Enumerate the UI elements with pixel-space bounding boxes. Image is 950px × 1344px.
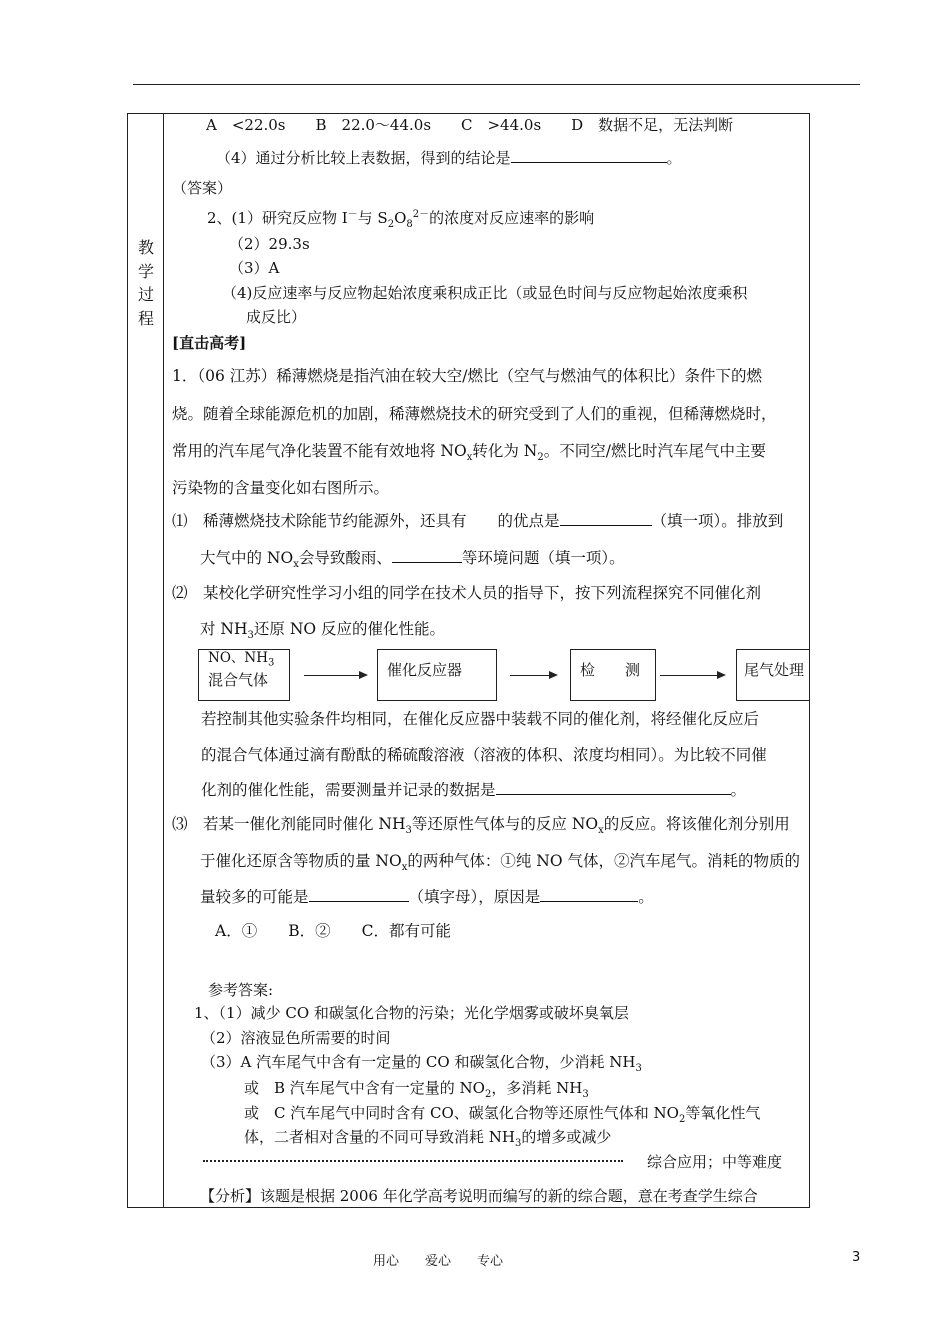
problem-line-4: 污染物的含量变化如右图所示。 bbox=[172, 479, 390, 497]
sub-question-1a: ⑴ 稀薄燃烧技术除能节约能源外，还具有 的优点是 （填一项）。排放到 bbox=[172, 512, 784, 530]
answer-choices: A．① B．② C．都有可能 bbox=[215, 922, 451, 940]
reference-1: 1、（1）减少 CO 和碳氢化合物的污染；光化学烟雾或破坏臭氧层 bbox=[194, 1004, 629, 1022]
flow-box-mixed-gas-line2: 混合气体 bbox=[208, 671, 269, 689]
flow-arrow-2 bbox=[510, 675, 556, 676]
dotted-leader bbox=[203, 1160, 623, 1162]
page-number: 3 bbox=[852, 1250, 861, 1265]
answer-heading: （答案） bbox=[172, 179, 233, 197]
control-line-3: 化剂的催化性能，需要测量并记录的数据是 。 bbox=[201, 781, 747, 799]
reference-5: 或 C 汽车尾气中同时含有 CO、碳氢化合物等还原性气体和 $NO_2$等氧化性气 bbox=[244, 1104, 761, 1125]
analysis-line: 【分析】该题是根据 2006 年化学高考说明而编写的新的综合题，意在考查学生综合 bbox=[200, 1187, 758, 1205]
blank bbox=[496, 780, 731, 795]
sub-question-2a: ⑵ 某校化学研究性学习小组的同学在技术人员的指导下，按下列流程探究不同催化剂 bbox=[172, 584, 762, 602]
sub-question-1b: 大气中的 $NO_x$会导致酸雨、 等环境问题（填一项）。 bbox=[200, 549, 625, 571]
blank bbox=[309, 887, 409, 902]
flow-box-exhaust-label: 尾气处理 bbox=[744, 661, 805, 679]
sub-question-3b: 于催化还原含等物质的量 $NO_x$的两种气体：①纯 NO 气体，②汽车尾气。消耗的物质的 bbox=[200, 852, 800, 874]
answer-2-2: （2）29.3s bbox=[229, 235, 310, 253]
section-heading: [直击高考] bbox=[172, 334, 247, 352]
difficulty-tag: 综合应用；中等难度 bbox=[647, 1153, 783, 1171]
sub-question-2b: 对 $NH_3$还原 NO 反应的催化性能。 bbox=[200, 620, 446, 642]
answer-2-4a: （4)反应速率与反应物起始浓度乘积成正比（或显色时间与反应物起始浓度乘积 bbox=[222, 284, 748, 302]
answer-2-1: 2、(1）研究反应物 I－与 $S_2O_8^{2-}$的浓度对反应速率的影响 bbox=[207, 209, 595, 230]
flow-arrow-3 bbox=[660, 675, 724, 676]
reference-3: （3）A 汽车尾气中含有一定量的 CO 和碳氢化合物，少消耗 $NH_3$ bbox=[201, 1053, 642, 1074]
header-rule bbox=[133, 84, 860, 85]
reference-4: 或 B 汽车尾气中含有一定量的 $NO_2$，多消耗 $NH_3$ bbox=[244, 1079, 589, 1100]
reference-6: 体，二者相对含量的不同可导致消耗 $NH_3$的增多或减少 bbox=[244, 1128, 612, 1149]
blank bbox=[392, 548, 462, 563]
flow-box-detect-label: 检 测 bbox=[580, 661, 641, 679]
question-4: （4）通过分析比较上表数据，得到的结论是 。 bbox=[216, 149, 682, 167]
control-line-2: 的混合气体通过滴有酚酞的稀硫酸溶液（溶液的体积、浓度均相同）。为比较不同催 bbox=[201, 746, 767, 764]
answer-2-4b: 成反比） bbox=[246, 308, 307, 326]
reference-heading: 参考答案: bbox=[208, 981, 274, 999]
blank bbox=[511, 148, 667, 163]
sub-question-3a: ⑶ 若某一催化剂能同时催化 $NH_3$等还原性气体与的反应 $NO_x$的反应。将该催化剂分别用 bbox=[172, 815, 790, 837]
problem-line-3: 常用的汽车尾气净化装置不能有效地将 $NO_x$转化为 $N_2$。不同空/燃比时汽车尾气中主要 bbox=[172, 442, 766, 464]
side-label: 教学过程 bbox=[137, 238, 154, 328]
flow-arrow-1 bbox=[304, 675, 366, 676]
problem-line-2: 烧。随着全球能源危机的加剧，稀薄燃烧技术的研究受到了人们的重视，但稀薄燃烧时， bbox=[172, 405, 777, 423]
problem-line-1: 1．（06 江苏）稀薄燃烧是指汽油在较大空/燃比（空气与燃油气的体积比）条件下的燃 bbox=[172, 367, 762, 385]
blank bbox=[560, 511, 652, 526]
reference-2: （2）溶液显色所需要的时间 bbox=[201, 1029, 391, 1047]
flow-box-reactor-label: 催化反应器 bbox=[387, 661, 463, 679]
sub-question-3c: 量较多的可能是 （填字母），原因是 。 bbox=[200, 888, 654, 906]
control-line-1: 若控制其他实验条件均相同，在催化反应器中装载不同的催化剂，将经催化反应后 bbox=[201, 710, 760, 728]
footer-motto: 用心 爱心 专心 bbox=[373, 1254, 504, 1269]
options-line: A <22.0s B 22.0～44.0s C >44.0s D 数据不足，无法判断 bbox=[206, 116, 734, 134]
answer-2-3: （3）A bbox=[229, 259, 280, 277]
blank bbox=[540, 887, 638, 902]
flow-box-mixed-gas-line1: NO、$NH_3$ bbox=[208, 650, 275, 669]
